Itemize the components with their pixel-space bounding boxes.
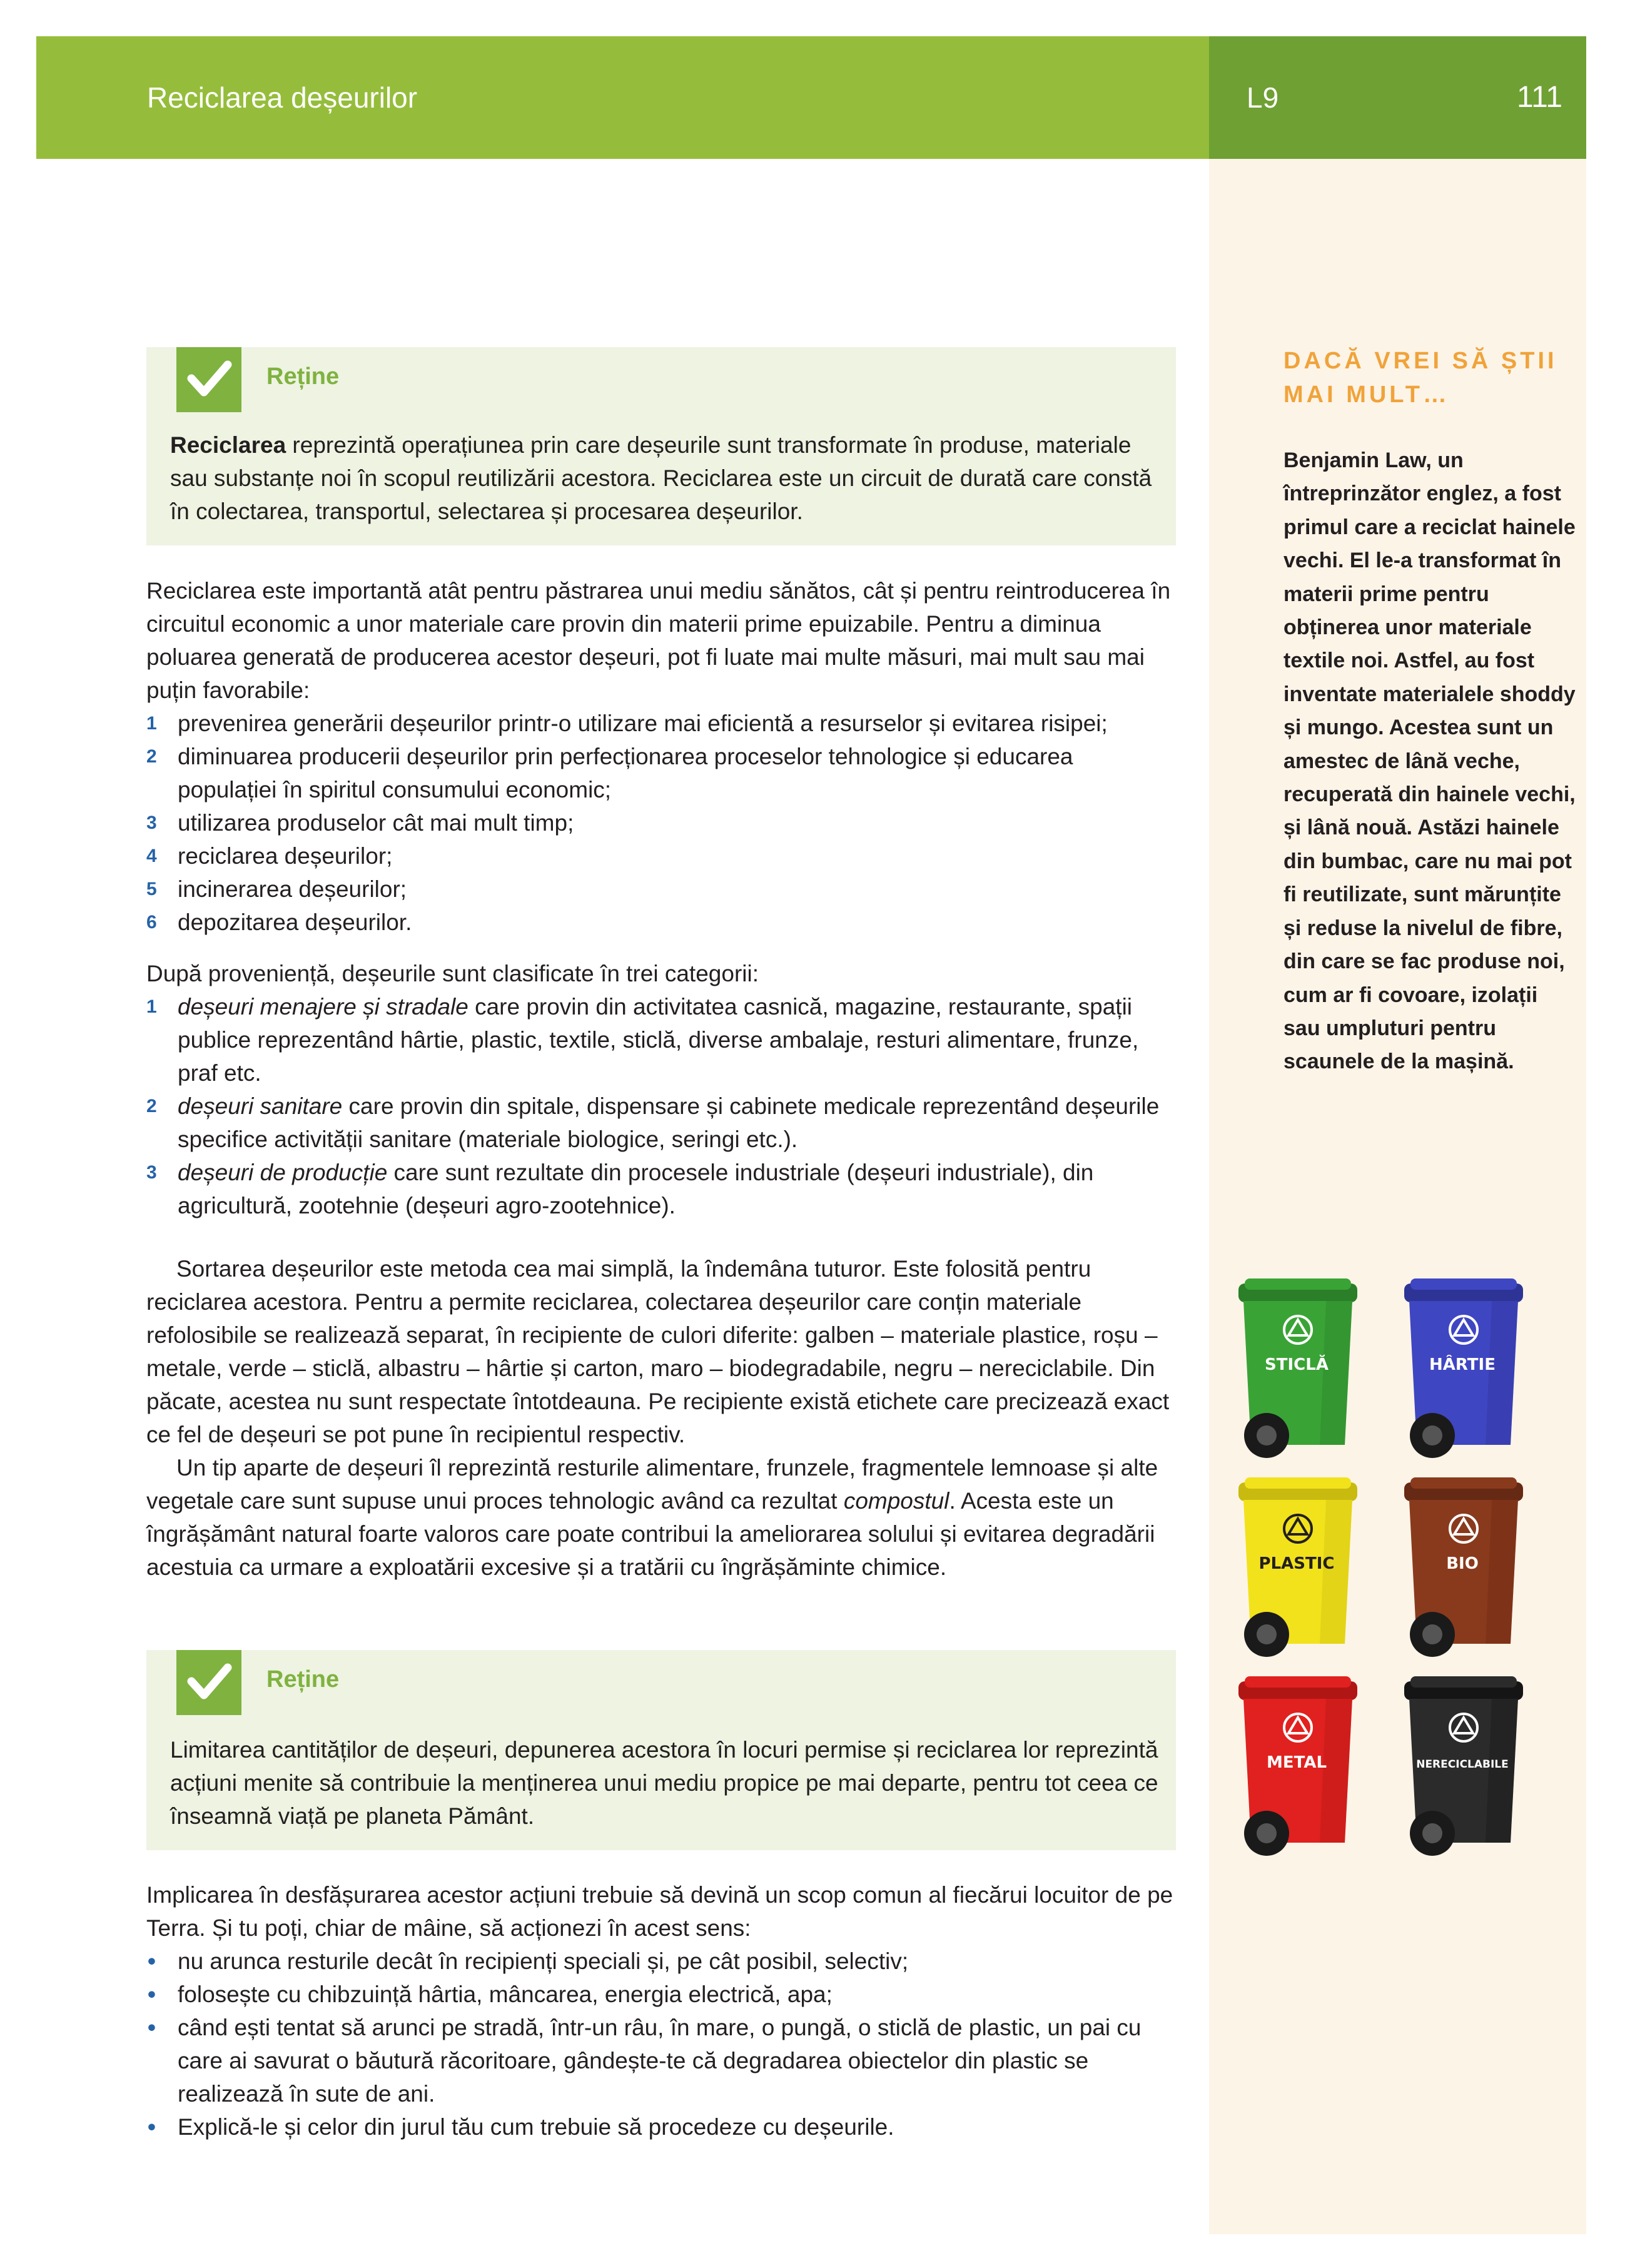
recycling-bins-illustration — [1232, 1276, 1557, 1883]
item-number: 2 — [146, 1096, 157, 1116]
measures-list — [146, 707, 1176, 939]
list-item — [146, 1945, 1176, 1978]
item-text: utilizarea produselor cât mai mult timp; — [178, 810, 574, 836]
category-term: deșeuri sanitare — [178, 1093, 343, 1119]
item-text: care sunt rezultate din procesele industriale (deșeuri industriale), din agricultură, zootehnie (deșeuri agro-zootehnice). — [178, 1160, 1094, 1218]
item-text: folosește cu chibzuință hârtia, mâncarea, energia electrică, apa; — [178, 1982, 833, 2007]
recycling-bin — [1398, 1674, 1536, 1861]
sidebar-title: DACĂ VREI SĂ ȘTII MAI MULT… — [1283, 348, 1557, 408]
category-term: deșeuri menajere și stradale — [178, 994, 468, 1020]
actions-list — [146, 1945, 1176, 2144]
lesson-label: L9 — [1247, 81, 1279, 114]
item-number: 3 — [146, 1162, 157, 1183]
item-number: 6 — [146, 912, 157, 933]
para4-term: compostul — [843, 1488, 949, 1514]
definition-text: reprezintă operațiunea prin care deșeurile sunt transformate în produse, materiale sau substanțe noi în scopul reutilizării acestora. Reciclarea este un circuit de durată care constă în colectarea, transportul, selectarea și procesarea deșeurilor. — [170, 432, 1152, 524]
item-text: când ești tentat să arunci pe stradă, într-un râu, în mare, o pungă, o sticlă de plastic, un pai cu care ai savurat o băutură răcoritoare, gândește-te că degradarea obiectelor din plastic se realizează în sute de ani. — [178, 2015, 1142, 2107]
paragraph-4 — [146, 1451, 1176, 1584]
bin-label: NERECICLABILE — [1416, 1758, 1509, 1771]
item-number: 5 — [146, 879, 157, 899]
list-item — [146, 707, 1176, 740]
paragraph-3: Sortarea deșeurilor este metoda cea mai simplă, la îndemâna tuturor. Este folosită pentru reciclarea acestora. Pentru a permite reciclarea, colectarea deșeurilor care conțin materiale refolosibile se realizează separat, în recipiente de culori diferite: galben – materiale plastice, roșu – metale, verde – sticlă, albastru – hârtie și carton, maro – biodegradabile, negru – nereciclabile. Din păcate, acestea nu sunt respectate întotdeauna. Pe recipiente există etichete care precizează exact ce fel de deșeuri se pot pune în recipientul respectiv. — [146, 1256, 1170, 1447]
checkmark-icon — [176, 1650, 241, 1715]
bin-label: METAL — [1266, 1753, 1327, 1772]
list-item — [146, 873, 1176, 906]
list-item — [146, 1156, 1176, 1222]
item-number: 3 — [146, 813, 157, 833]
chapter-title: Reciclarea deșeurilor — [147, 81, 418, 114]
bullet-icon: • — [148, 2114, 156, 2140]
recycling-bin — [1232, 1674, 1370, 1861]
item-number: 1 — [146, 996, 157, 1017]
list-item — [146, 1978, 1176, 2011]
list-item — [146, 2110, 1176, 2144]
box-text — [170, 428, 1158, 528]
sidebar-text: Benjamin Law, un întreprinzător englez, a fost primul care a reciclat hainele vechi. El le-a transformat în materii prime pentru obținerea unor materiale textile noi. Astfel, au fost inventate materialele shoddy și mungo. Acestea sunt un amestec de lână veche, recuperată din hainele vechi, și lână nouă. Astăzi hainele din bumbac, care nu mai pot fi reutilizate, sunt mărunțite și reduse la nivelul de fibre, din care se fac produse noi, cum ar fi covoare, izolații sau umpluturi pentru scaunele de la mașină. — [1283, 448, 1576, 1074]
list-item — [146, 990, 1176, 1090]
item-text: Explică-le și celor din jurul tău cum trebuie să procedeze cu deșeurile. — [178, 2114, 894, 2140]
item-number: 2 — [146, 746, 157, 767]
page-number: 111 — [1517, 81, 1562, 114]
retine-box-1 — [146, 347, 1176, 545]
item-text: incinerarea deșeurilor; — [178, 876, 407, 902]
bin-label: PLASTIC — [1258, 1554, 1335, 1573]
bin-label: BIO — [1446, 1554, 1479, 1573]
box-title: Reține — [266, 363, 340, 390]
para4-start: Un tip aparte de deșeuri îl reprezintă resturile alimentare, frunzele, fragmentele lemnoase și alte vegetale care sunt supuse unui proces tehnologic având ca rezultat — [146, 1455, 1158, 1514]
item-text: diminuarea producerii deșeurilor prin perfecționarea proceselor tehnologice și educarea populației în spiritul consumului economic; — [178, 744, 1073, 802]
categories-list — [146, 990, 1176, 1222]
retine-box-2 — [146, 1650, 1176, 1850]
box-text: Limitarea cantităților de deșeuri, depunerea acestora în locuri permise și reciclarea lor reprezintă acțiuni menite să contribuie la menținerea unui mediu propice pe mai departe, pentru tot ceea ce înseamnă viață pe planeta Pământ. — [170, 1737, 1158, 1829]
bullet-icon: • — [148, 1948, 156, 1974]
list-item — [146, 839, 1176, 873]
paragraph-2: După proveniență, deșeurile sunt clasificate în trei categorii: — [146, 961, 759, 986]
item-number: 4 — [146, 846, 157, 866]
category-term: deșeuri de producție — [178, 1160, 388, 1185]
list-item — [146, 2011, 1176, 2110]
bullet-icon: • — [148, 2015, 156, 2040]
item-text: care provin din activitatea casnică, magazine, restaurante, spații publice reprezentând hârtie, plastic, textile, sticlă, diverse ambalaje, resturi alimentare, frunze, praf etc. — [178, 994, 1139, 1086]
bullet-icon: • — [148, 1982, 156, 2007]
recycling-bin — [1232, 1276, 1370, 1464]
item-text: nu arunca resturile decât în recipienți speciali și, pe cât posibil, selectiv; — [178, 1948, 909, 1974]
list-item — [146, 1090, 1176, 1156]
item-number: 1 — [146, 713, 157, 734]
box-title: Reține — [266, 1666, 340, 1693]
list-item — [146, 906, 1176, 939]
recycling-bin — [1232, 1475, 1370, 1663]
paragraph-1: Reciclarea este importantă atât pentru păstrarea unui mediu sănătos, cât și pentru reintroducerea în circuitul economic a unor materiale care provin din materii prime epuizabile. Pentru a diminua poluarea generată de producerea acestor deșeuri, pot fi luate mai multe măsuri, mai mult sau mai puțin favorabile: — [146, 578, 1171, 703]
recycling-bin — [1398, 1276, 1536, 1464]
list-item — [146, 806, 1176, 839]
recycling-bin — [1398, 1475, 1536, 1663]
item-text: depozitarea deșeurilor. — [178, 909, 412, 935]
item-text: reciclarea deșeurilor; — [178, 843, 393, 869]
term-bold: Reciclarea — [170, 432, 286, 458]
para4-end: . Acesta este un îngrășământ natural foarte valoros care poate contribui la ameliorarea solului și evitarea degradării acestuia ca urmare a exploatării excesive și a tratării cu îngrășăminte chimice. — [146, 1488, 1155, 1580]
paragraph-5: Implicarea în desfășurarea acestor acțiuni trebuie să devină un scop comun al fiecărui locuitor de pe Terra. Și tu poți, chiar de mâine, să acționezi în acest sens: — [146, 1882, 1173, 1941]
page-header — [36, 36, 1586, 159]
checkmark-icon — [176, 347, 241, 412]
item-text: prevenirea generării deșeurilor printr-o utilizare mai eficientă a resurselor și evitarea risipei; — [178, 711, 1108, 736]
item-text: care provin din spitale, dispensare și cabinete medicale reprezentând deșeurile specifice activității sanitare (materiale biologice, seringi etc.). — [178, 1093, 1160, 1152]
list-item — [146, 740, 1176, 806]
bin-label: STICLĂ — [1265, 1355, 1329, 1374]
bin-label: HÂRTIE — [1429, 1355, 1496, 1374]
